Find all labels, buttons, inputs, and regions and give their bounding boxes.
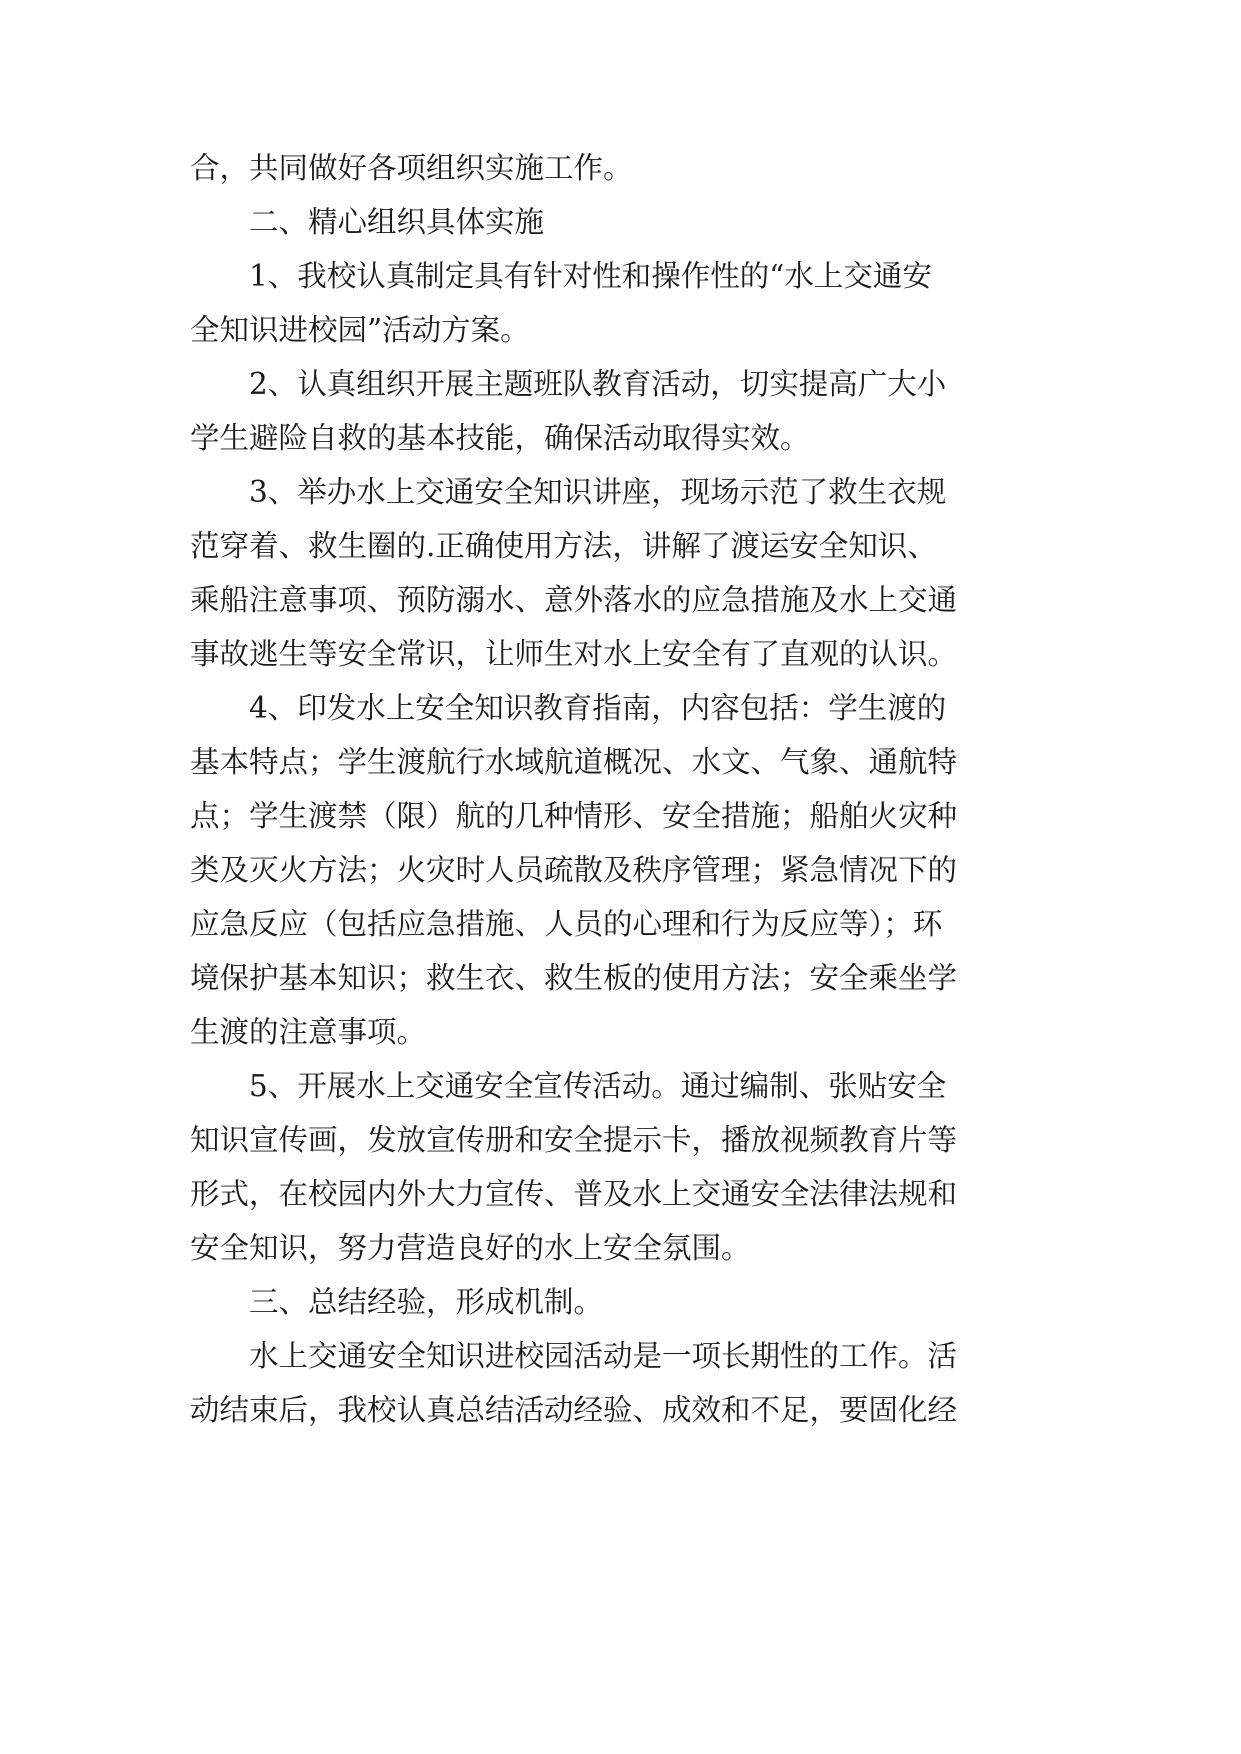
text-line: 学生避险自救的基本技能，确保活动取得实效。 bbox=[190, 421, 810, 455]
text-line: 应急反应（包括应急措施、人员的心理和行为反应等）；环 bbox=[190, 907, 943, 941]
text-line: 合，共同做好各项组织实施工作。 bbox=[190, 151, 633, 185]
text-line: 类及灭火方法；火灾时人员疏散及秩序管理；紧急情况下的 bbox=[190, 853, 958, 887]
section-heading: 二、精心组织具体实施 bbox=[249, 205, 545, 239]
text-line: 形式，在校园内外大力宣传、普及水上交通安全法律法规和 bbox=[190, 1177, 958, 1211]
text-line: 点；学生渡禁（限）航的几种情形、安全措施；船舶火灾种 bbox=[190, 799, 958, 833]
text-line: 知识宣传画，发放宣传册和安全提示卡，播放视频教育片等 bbox=[190, 1123, 958, 1157]
text-line: 境保护基本知识；救生衣、救生板的使用方法；安全乘坐学 bbox=[190, 961, 958, 995]
text-line: 5、开展水上交通安全宣传活动。通过编制、张贴安全 bbox=[249, 1069, 947, 1103]
text-line: 4、印发水上安全知识教育指南，内容包括：学生渡的 bbox=[249, 691, 947, 725]
text-line: 水上交通安全知识进校园活动是一项长期性的工作。活 bbox=[249, 1339, 958, 1373]
text-line: 3、举办水上交通安全知识讲座，现场示范了救生衣规 bbox=[249, 475, 947, 509]
text-line: 1、我校认真制定具有针对性和操作性的“水上交通安 bbox=[249, 259, 932, 293]
text-line: 全知识进校园”活动方案。 bbox=[190, 313, 530, 347]
text-line: 乘船注意事项、预防溺水、意外落水的应急措施及水上交通 bbox=[190, 583, 958, 617]
text-line: 事故逃生等安全常识，让师生对水上安全有了直观的认识。 bbox=[190, 637, 958, 671]
text-line: 基本特点；学生渡航行水域航道概况、水文、气象、通航特 bbox=[190, 745, 958, 779]
text-line: 生渡的注意事项。 bbox=[190, 1015, 427, 1049]
text-line: 范穿着、救生圈的.正确使用方法，讲解了渡运安全知识、 bbox=[190, 529, 937, 563]
text-line: 动结束后，我校认真总结活动经验、成效和不足，要固化经 bbox=[190, 1393, 958, 1427]
text-line: 安全知识，努力营造良好的水上安全氛围。 bbox=[190, 1231, 751, 1265]
section-heading: 三、总结经验，形成机制。 bbox=[249, 1285, 604, 1319]
text-line: 2、认真组织开展主题班队教育活动，切实提高广大小 bbox=[249, 367, 947, 401]
